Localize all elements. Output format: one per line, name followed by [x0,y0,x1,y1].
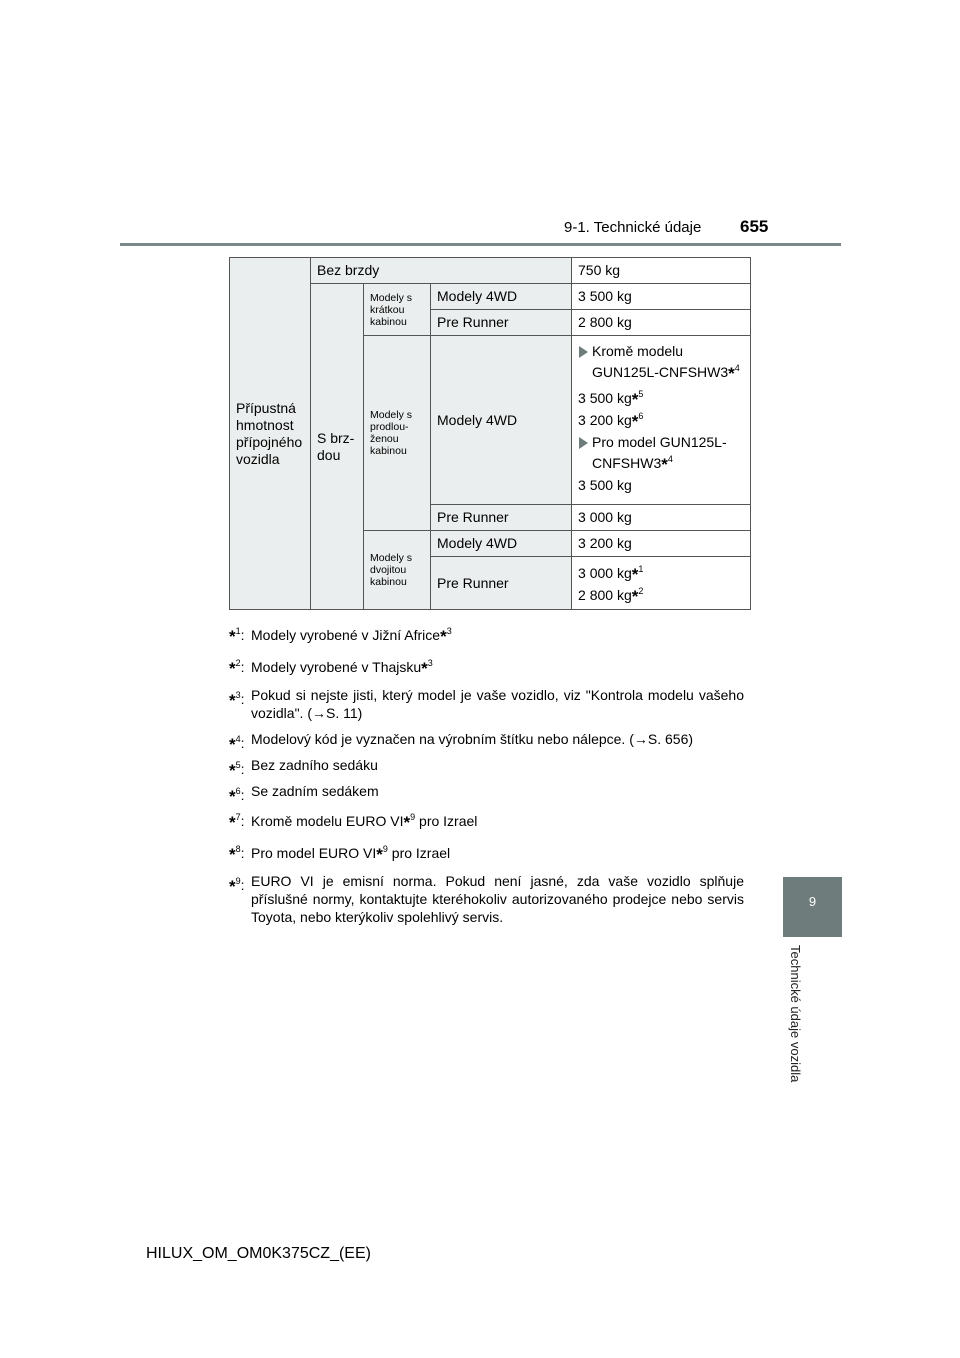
short-cab-label: Modely s krátkou kabinou [364,284,431,336]
footnote-marker: *$^2$: [229,658,245,678]
footnote-marker: *$^5$: [229,760,245,780]
extended-cab-4wd-values [572,336,751,505]
extended-cab-prerunner-value: 3 000 kg [572,505,751,531]
double-cab-4wd-value: 3 200 kg [572,531,751,557]
section-title: 9-1. Technické údaje [564,219,702,236]
page-number: 655 [740,217,769,236]
footnote: *$^3$: Pokud si nejste jisti, který model je vaše vozidlo, viz "Kontrola modelu vašeho vozidla". (→S. 11) [229,687,744,721]
short-cab-4wd: Modely 4WD [431,284,572,310]
footnote: *$^7$: Kromě modelu EURO VI*$^9$ pro Izrael [229,808,744,832]
bullet-except-model: Kromě modelu GUN125L-CNFSHW3*$^4$ [578,343,744,382]
footnote-marker: *$^8$: [229,844,245,864]
short-cab-4wd-value: 3 500 kg [572,284,751,310]
value-line: 3 500 kg [578,477,632,493]
double-cab-prerunner: Pre Runner [431,557,572,610]
double-cab-4wd: Modely 4WD [431,531,572,557]
towing-capacity-table [229,257,751,610]
chapter-label: Technické údaje vozidla [788,945,803,1083]
short-cab-prerunner: Pre Runner [431,310,572,336]
category-cell: Přípustná hmotnost přípojného vozidla [230,258,311,610]
value-line: 3 500 kg*$^5$ 3 200 kg*$^6$ [578,389,644,431]
extended-cab-4wd: Modely 4WD [431,336,572,505]
footnote: *$^5$: Bez zadního sedáku [229,757,378,780]
footnote-marker: *$^7$: [229,812,245,832]
header-divider [120,243,841,246]
footnote-marker: *$^3$: [229,690,245,710]
footnote: *$^6$: Se zadním sedákem [229,783,379,806]
document-code: HILUX_OM_OM0K375CZ_(EE) [146,1245,371,1262]
footnote: *$^8$: Pro model EURO VI*$^9$ pro Izrael [229,840,744,864]
no-brakes-value: 750 kg [572,258,751,284]
double-cab-prerunner-values: 3 000 kg*$^1$ 2 800 kg*$^2$ [572,557,751,610]
chapter-number: 9 [808,894,817,909]
extended-cab-prerunner: Pre Runner [431,505,572,531]
footnote-marker: *$^6$: [229,786,245,806]
double-cab-label: Modely s dvojitou kabinou [364,531,431,610]
footnote: *$^4$: Modelový kód je vyznačen na výrobním štítku nebo nálepce. (→S. 656) [229,731,694,754]
extended-cab-label: Modely s prodlou-ženou kabinou [364,336,431,531]
footnote: *$^2$: Modely vyrobené v Thajsku*$^3$ [229,654,744,678]
footnote-marker: *$^1$: [229,626,245,646]
footnote-marker: *$^9$: [229,876,245,896]
bullet-for-model: Pro model GUN125L-CNFSHW3*$^4$ [578,434,744,473]
chapter-tab[interactable] [783,877,842,937]
footnote: *$^9$: EURO VI je emisní norma. Pokud není jasné, zda vaše vozidlo splňuje příslušné normy, kontaktujte kteréhokoliv autorizovaného prodejce nebo servis Toyota, nebo kterýkoliv spolehlivý servis. [229,873,744,925]
footnote: *$^1$: Modely vyrobené v Jižní Africe*$^3$ [229,622,744,646]
with-brakes-label: S brz-dou [311,284,364,610]
short-cab-prerunner-value: 2 800 kg [572,310,751,336]
footnotes [229,622,744,934]
no-brakes-label: Bez brzdy [311,258,572,284]
footnote-marker: *$^4$: [229,734,245,754]
